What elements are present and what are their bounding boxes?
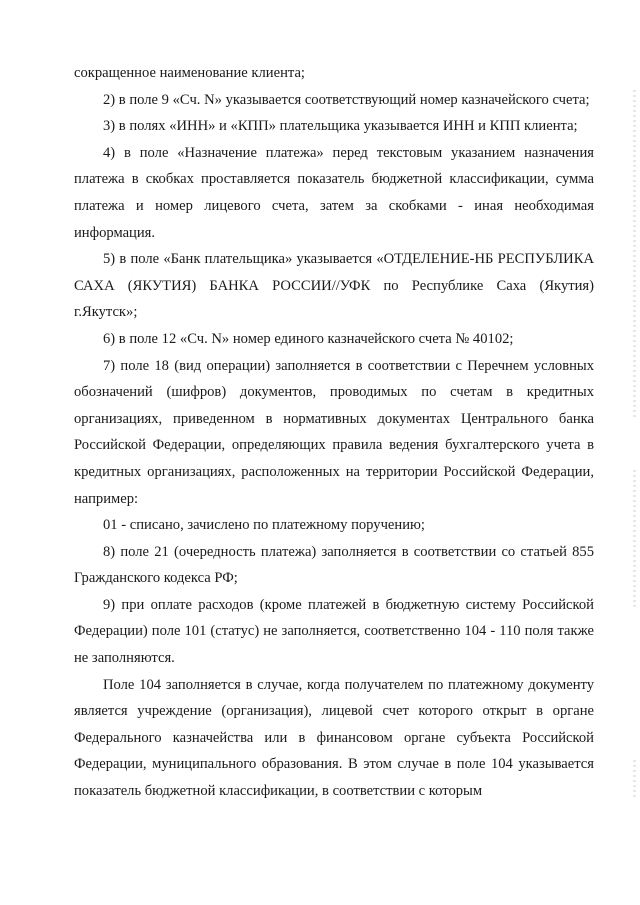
- scan-edge-artifact: [633, 760, 636, 800]
- paragraph-item-4: 4) в поле «Назначение платежа» перед текстовым указанием назначения платежа в скобках проставляется показатель бюджетной классификации, сумма платежа и номер лицевого счета, затем за скобками - иная необходимая информация.: [74, 144, 594, 241]
- scan-edge-artifact: [633, 90, 636, 420]
- paragraph-example-01: 01 - списано, зачислено по платежному поручению;: [103, 517, 425, 534]
- scan-edge-artifact: [633, 470, 636, 610]
- paragraph-item-6: 6) в поле 12 «Сч. N» номер единого казначейского счета № 40102;: [103, 330, 514, 347]
- paragraph-item-9: 9) при оплате расходов (кроме платежей в бюджетную систему Российской Федерации) поле 101 (статус) не заполняется, соответственно 104 - 110 поля также не заполняются.: [74, 596, 594, 667]
- paragraph-item-5: 5) в поле «Банк плательщика» указывается «ОТДЕЛЕНИЕ-НБ РЕСПУБЛИКА САХА (ЯКУТИЯ) БАНКА РОССИИ//УФК по Республике Саха (Якутия) г.Якутск»;: [74, 251, 594, 321]
- paragraph-item-8: 8) поле 21 (очередность платежа) заполняется в соответствии со статьей 855 Гражданского кодекса РФ;: [74, 543, 594, 587]
- paragraph-item-2: 2) в поле 9 «Сч. N» указывается соответствующий номер казначейского счета;: [103, 91, 590, 108]
- paragraph-item-3: 3) в полях «ИНН» и «КПП» плательщика указывается ИНН и КПП клиента;: [103, 118, 578, 135]
- paragraph-field-104: Поле 104 заполняется в случае, когда получателем по платежному документу является учреждение (организация), лицевой счет которого открыт в органе Федерального казначейства или в финансовом органе субъекта Российской Федерации, муниципального образования. В этом случае в поле 104 указывается показатель бюджетной классификации, в соответствии с которым: [74, 676, 594, 800]
- paragraph-item-7: 7) поле 18 (вид операции) заполняется в соответствии с Перечнем условных обозначений (шифров) документов, проводимых по счетам в кредитных организациях, приведенном в нормативных документах Центрального банка Российской Федерации, определяющих правила ведения бухгалтерского учета в кредитных организациях, расположенных на территории Российской Федерации, например:: [74, 357, 594, 507]
- document-page: [74, 60, 594, 805]
- paragraph-client-short-name: сокращенное наименование клиента;: [74, 65, 305, 81]
